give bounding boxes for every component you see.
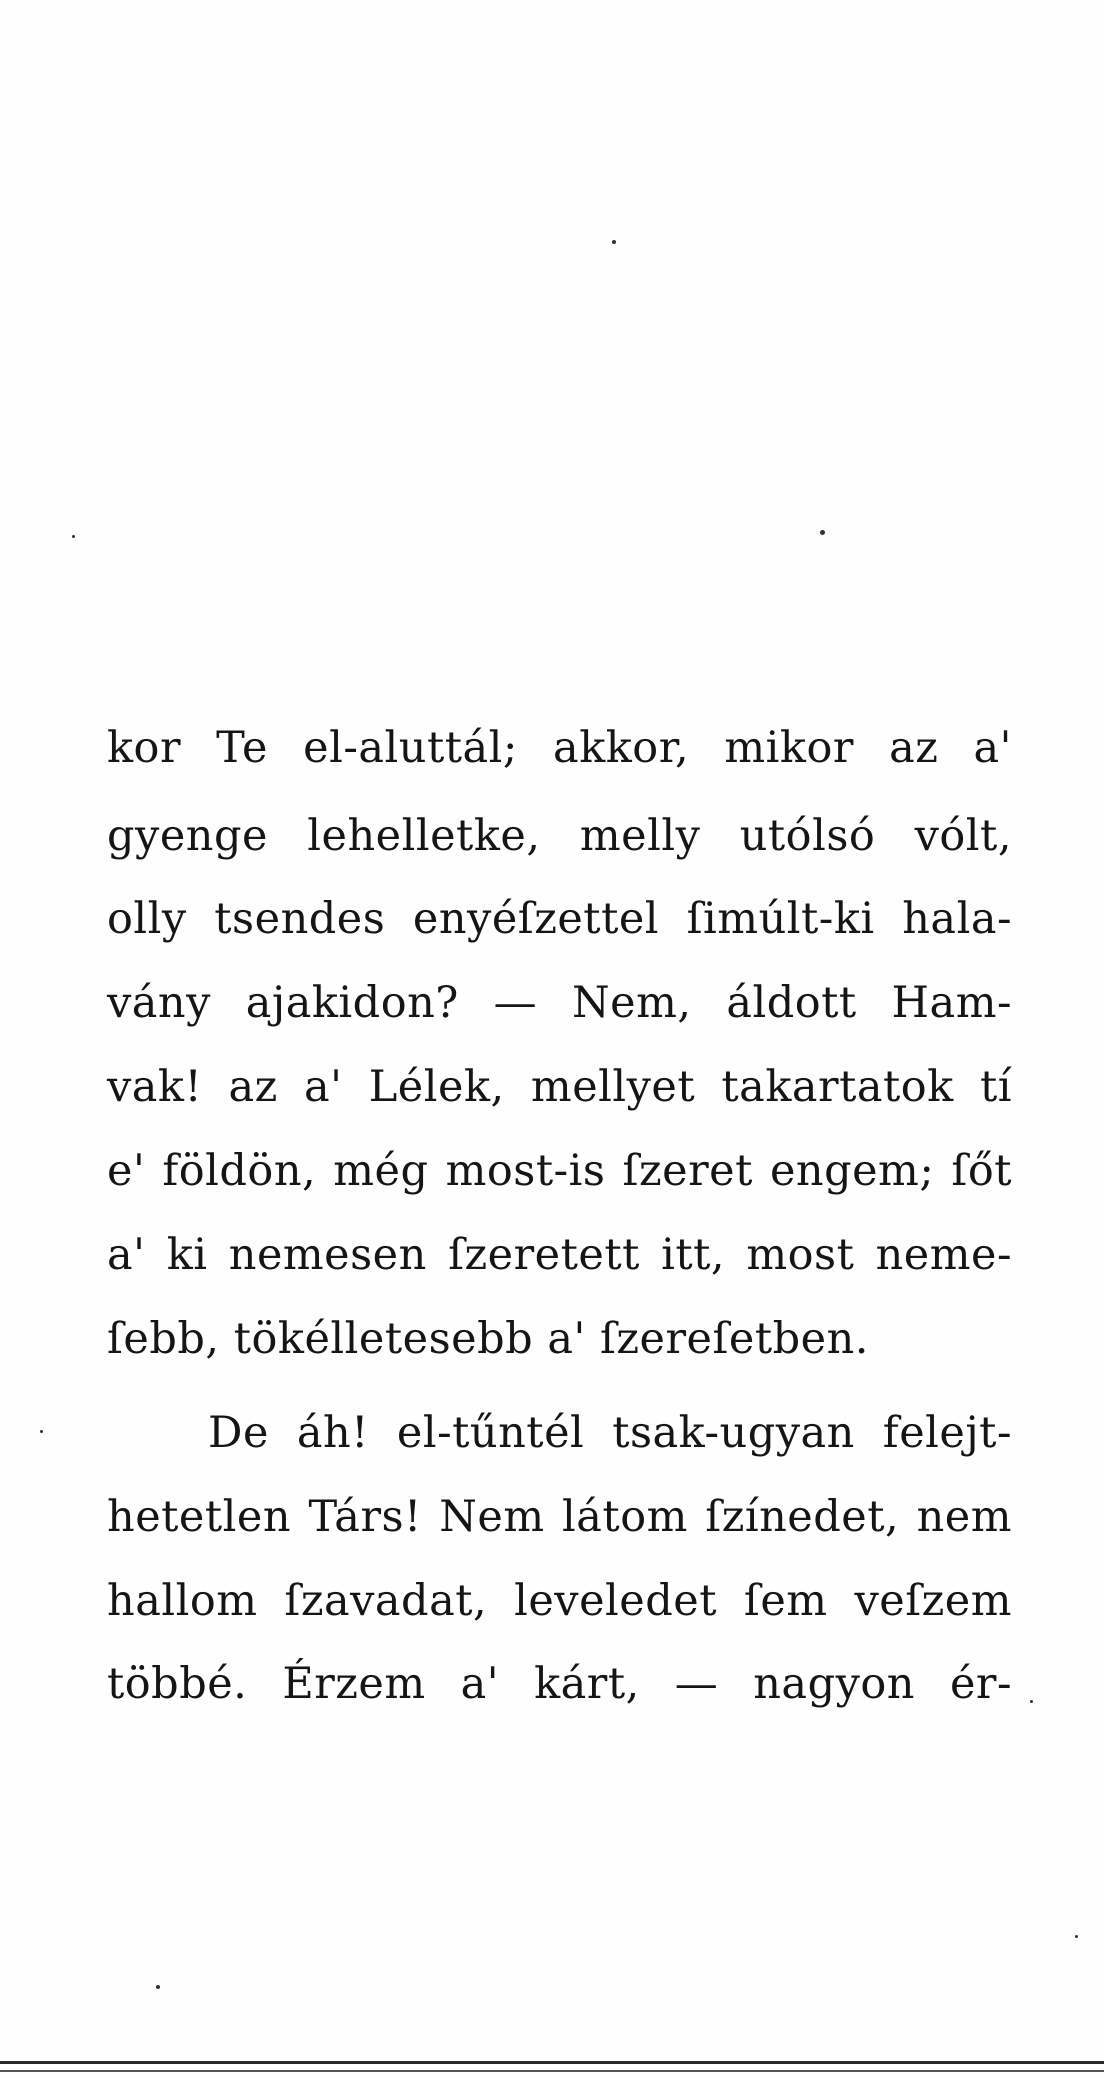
text-line: vak! az a' Lélek, mellyet takartatok tí: [107, 1062, 1012, 1112]
print-speck: [72, 535, 75, 538]
text-line: a' ki nemesen ſzeretett itt, most neme-: [107, 1230, 1012, 1280]
text-line: De áh! el-tűntél tsak-ugyan felejt-: [208, 1408, 1012, 1458]
print-speck: [1075, 1935, 1078, 1938]
text-line: kor Te el-aluttál; akkor, mikor az a': [107, 723, 1012, 773]
print-speck: [40, 1430, 43, 1433]
text-line: olly tsendes enyéſzettel ſimúlt-ki hala-: [107, 894, 1012, 944]
text-line: többé. Érzem a' kárt, — nagyon ér-: [107, 1659, 1012, 1709]
text-line: ſebb, tökélletesebb a' ſzereſetben.: [107, 1314, 869, 1364]
text-line: hetetlen Társ! Nem látom ſzínedet, nem: [107, 1492, 1012, 1542]
text-line: vány ajakidon? — Nem, áldott Ham-: [107, 978, 1012, 1028]
print-speck: [156, 1985, 160, 1989]
print-speck: [820, 530, 825, 535]
text-line: e' földön, még most-is ſzeret engem; ſőt: [107, 1146, 1012, 1196]
text-line: hallom ſzavadat, leveledet ſem veſzem: [107, 1576, 1012, 1626]
page-edge-rule: [0, 2070, 1104, 2072]
text-line: gyenge lehelletke, melly utólsó vólt,: [107, 811, 1012, 861]
page-edge-rule: [0, 2061, 1104, 2064]
print-speck: [612, 240, 616, 244]
print-speck: [1030, 1700, 1033, 1703]
